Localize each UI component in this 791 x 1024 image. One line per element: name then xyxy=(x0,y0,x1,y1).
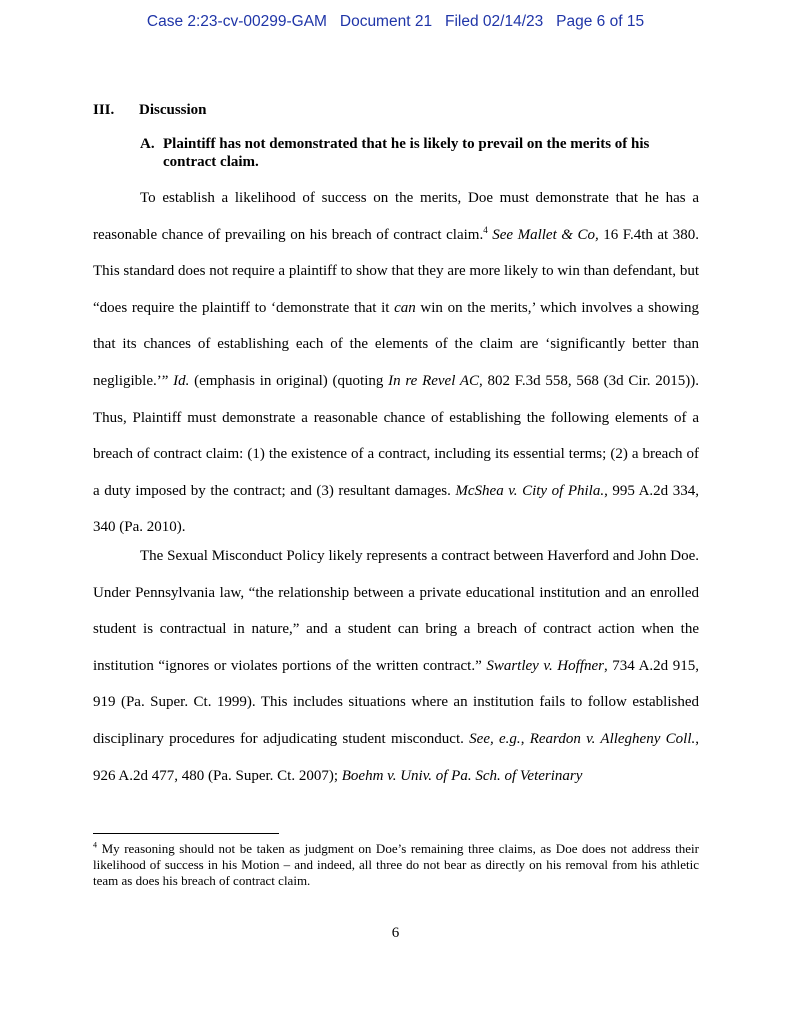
p2-text-1: The Sexual Misconduct Policy likely represents a contract between Haverford and John Doe. Under Pennsylvania law, “the relationship between a private educational institution and an enrolled student is contractual in nature,” and a student can bring a breach of contract action when the institution “ignores or violates portions of the written contract.” xyxy=(93,548,699,674)
page-number: 6 xyxy=(391,925,400,941)
subsection-title: Plaintiff has not demonstrated that he is likely to prevail on the merits of his contract claim. xyxy=(163,136,650,170)
p1-text-3: 16 F.4th at 380. This standard does not require a plaintiff to show that they are more likely to win than defendant, but “does require the plaintiff to ‘demonstrate that it xyxy=(93,226,699,316)
paragraph-2 xyxy=(93,538,699,794)
citation-id: Id. xyxy=(173,372,190,389)
p2-text-3: , xyxy=(520,730,530,747)
p1-text-7: , 995 A.2d 334, 340 (Pa. 2010). xyxy=(93,482,699,536)
footnote xyxy=(93,841,699,889)
paragraph-1 xyxy=(93,180,699,546)
subsection-heading xyxy=(140,135,700,171)
subsection-letter: A. xyxy=(140,136,155,152)
citation-boehm: Boehm v. Univ. of Pa. Sch. of Veterinary xyxy=(341,767,583,784)
signal-see-eg: See, e.g. xyxy=(469,730,521,747)
case-number: Case 2:23-cv-00299-GAM xyxy=(146,13,327,30)
footnote-number: 4 xyxy=(93,840,97,850)
footnote-reference: 4 xyxy=(483,224,488,235)
emphasis-can: can xyxy=(394,299,416,316)
p1-text-4: win on the merits,’ which involves a showing that its chances of establishing each of the elements of the claim are ‘significantly better than negligible.’” xyxy=(93,299,699,389)
p1-text-1: To establish a likelihood of success on the merits, Doe must demonstrate that he has a reasonable chance of prevailing on his breach of contract claim. xyxy=(93,190,699,243)
footnote-divider xyxy=(93,833,279,834)
citation-reardon: Reardon v. Allegheny Coll. xyxy=(529,730,696,747)
footnote-text: My reasoning should not be taken as judgment on Doe’s remaining three claims, as Doe does not address their likelihood of success in his Motion – and indeed, all three do not bear as directly on his removal from his athletic team as does his breach of contract claim. xyxy=(93,841,699,888)
page-count: Page 6 of 15 xyxy=(556,13,645,30)
p1-text-5: (emphasis in original) (quoting xyxy=(189,372,389,389)
p2-text-2: , 734 A.2d 915, 919 (Pa. Super. Ct. 1999). This includes situations where an institution fails to follow established disciplinary procedures for adjudicating student misconduct. xyxy=(93,657,699,747)
citation-mcshea: McShea v. City of Phila. xyxy=(455,482,605,499)
ecf-header xyxy=(0,13,791,31)
section-number: III. xyxy=(93,102,115,118)
section-title: Discussion xyxy=(139,102,207,118)
citation-mallet: See Mallet & Co, xyxy=(492,226,599,243)
document-number: Document 21 xyxy=(339,13,433,30)
section-heading xyxy=(93,102,207,119)
filed-date: Filed 02/14/23 xyxy=(445,13,544,30)
citation-swartley: Swartley v. Hoffner xyxy=(486,657,604,674)
p2-text-4: , 926 A.2d 477, 480 (Pa. Super. Ct. 2007); xyxy=(93,730,699,784)
p1-text-6: , 802 F.3d 558, 568 (3d Cir. 2015)). Thus, Plaintiff must demonstrate a reasonable chance of establishing the following elements of a breach of contract claim: (1) the existence of a contract, including its essential terms; (2) a breach of a duty imposed by the contract; and (3) resultant damages. xyxy=(93,372,699,499)
citation-revel: In re Revel AC xyxy=(388,372,480,389)
